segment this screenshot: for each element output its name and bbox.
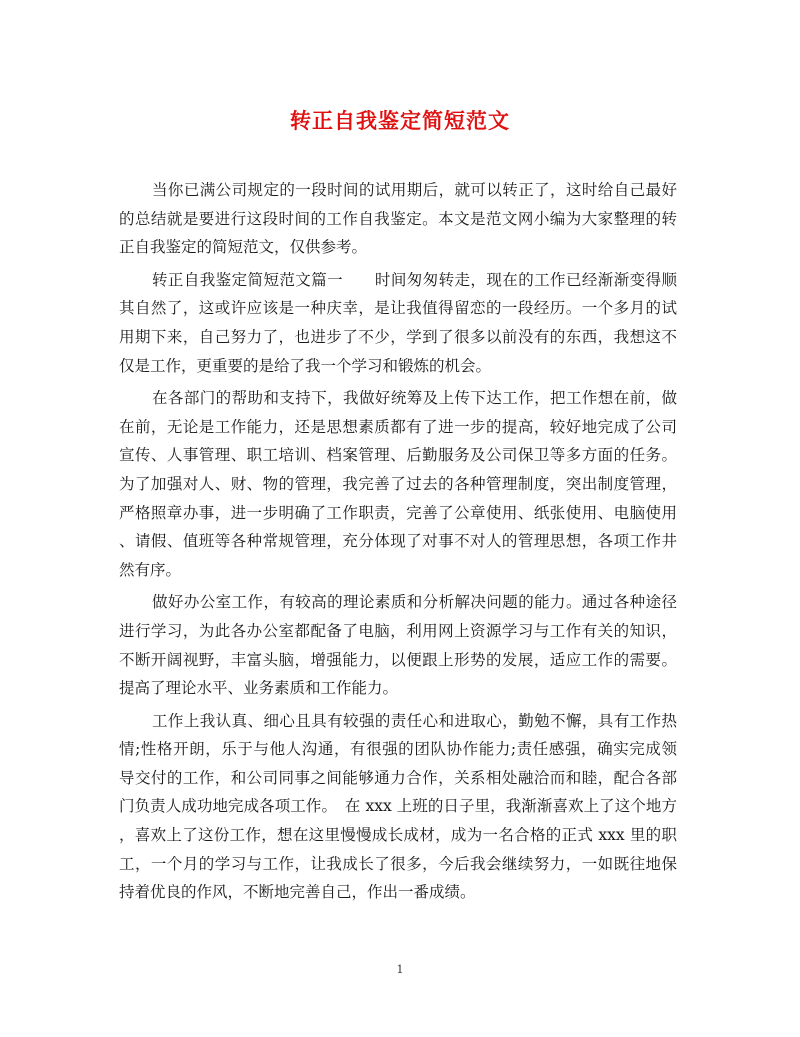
text-line: 在前，无论是工作能力，还是思想素质都有了进一步的提高，较好地完成了公司	[119, 417, 677, 436]
text-line: 正自我鉴定的简短范文，仅供参考。	[119, 238, 368, 257]
text-line: 提高了理论水平、业务素质和工作能力。	[119, 679, 399, 698]
text-line: 、请假、值班等各种常规管理，充分体现了对事不对人的管理思想，各项工作井	[119, 532, 677, 551]
text-line: 做好办公室工作，有较高的理论素质和分析解决问题的能力。通过各种途径	[152, 593, 677, 612]
text-line: 在各部门的帮助和支持下，我做好统筹及上传下达工作，把工作想在前，做	[152, 389, 677, 408]
document-body	[119, 176, 677, 907]
page-number: 1	[396, 963, 404, 976]
text-line: 不断开阔视野，丰富头脑，增强能力，以便跟上形势的发展，适应工作的需要。	[119, 650, 677, 669]
text-line: 为了加强对人、财、物的管理，我完善了过去的各种管理制度，突出制度管理，	[119, 474, 677, 493]
text-line: 严格照章办事，进一步明确了工作职责，完善了公章使用、纸张使用、电脑使用	[119, 503, 677, 522]
text-line: ，喜欢上了这份工作，想在这里慢慢成长成材，成为一名合格的正式 xxx 里的职	[119, 826, 677, 845]
text-line: 的总结就是要进行这段时间的工作自我鉴定。本文是范文网小编为大家整理的转	[119, 209, 677, 228]
text-line: 当你已满公司规定的一段时间的试用期后，就可以转正了，这时给自己最好	[152, 181, 677, 199]
text-line: 持着优良的作风，不断地完善自己，作出一番成绩。	[119, 883, 476, 902]
text-line: 仅是工作，更重要的是给了我一个学习和锻炼的机会。	[119, 356, 492, 375]
text-line: 其自然了，这或许应该是一种庆幸，是让我值得留恋的一段经历。一个多月的试	[119, 299, 677, 318]
text-line: 工，一个月的学习与工作，让我成长了很多，今后我会继续努力，一如既往地保	[119, 854, 677, 873]
text-line: 导交付的工作，和公司同事之间能够通力合作，关系相处融洽而和睦，配合各部	[119, 768, 677, 787]
text-line: 进行学习，为此各办公室都配备了电脑，利用网上资源学习与工作有关的知识，	[119, 621, 677, 640]
text-line: 情;性格开朗，乐于与他人沟通，有很强的团队协作能力;责任感强，确实完成领	[119, 740, 677, 759]
text-line: 宣传、人事管理、职工培训、档案管理、后勤服务及公司保卫等多方面的任务。	[119, 446, 677, 465]
text-line: 门负责人成功地完成各项工作。 在 xxx 上班的日子里，我渐渐喜欢上了这个地方	[119, 797, 677, 816]
text-line: 转正自我鉴定简短范文篇一 时间匆匆转走，现在的工作已经渐渐变得顺	[152, 270, 677, 289]
text-line: 然有序。	[119, 560, 182, 579]
text-line: 用期下来，自己努力了，也进步了不少，学到了很多以前没有的东西，我想这不	[119, 327, 677, 346]
text-line: 工作上我认真、细心且具有较强的责任心和进取心，勤勉不懈，具有工作热	[152, 711, 677, 730]
document-title: 转正自我鉴定简短范文	[290, 109, 510, 133]
